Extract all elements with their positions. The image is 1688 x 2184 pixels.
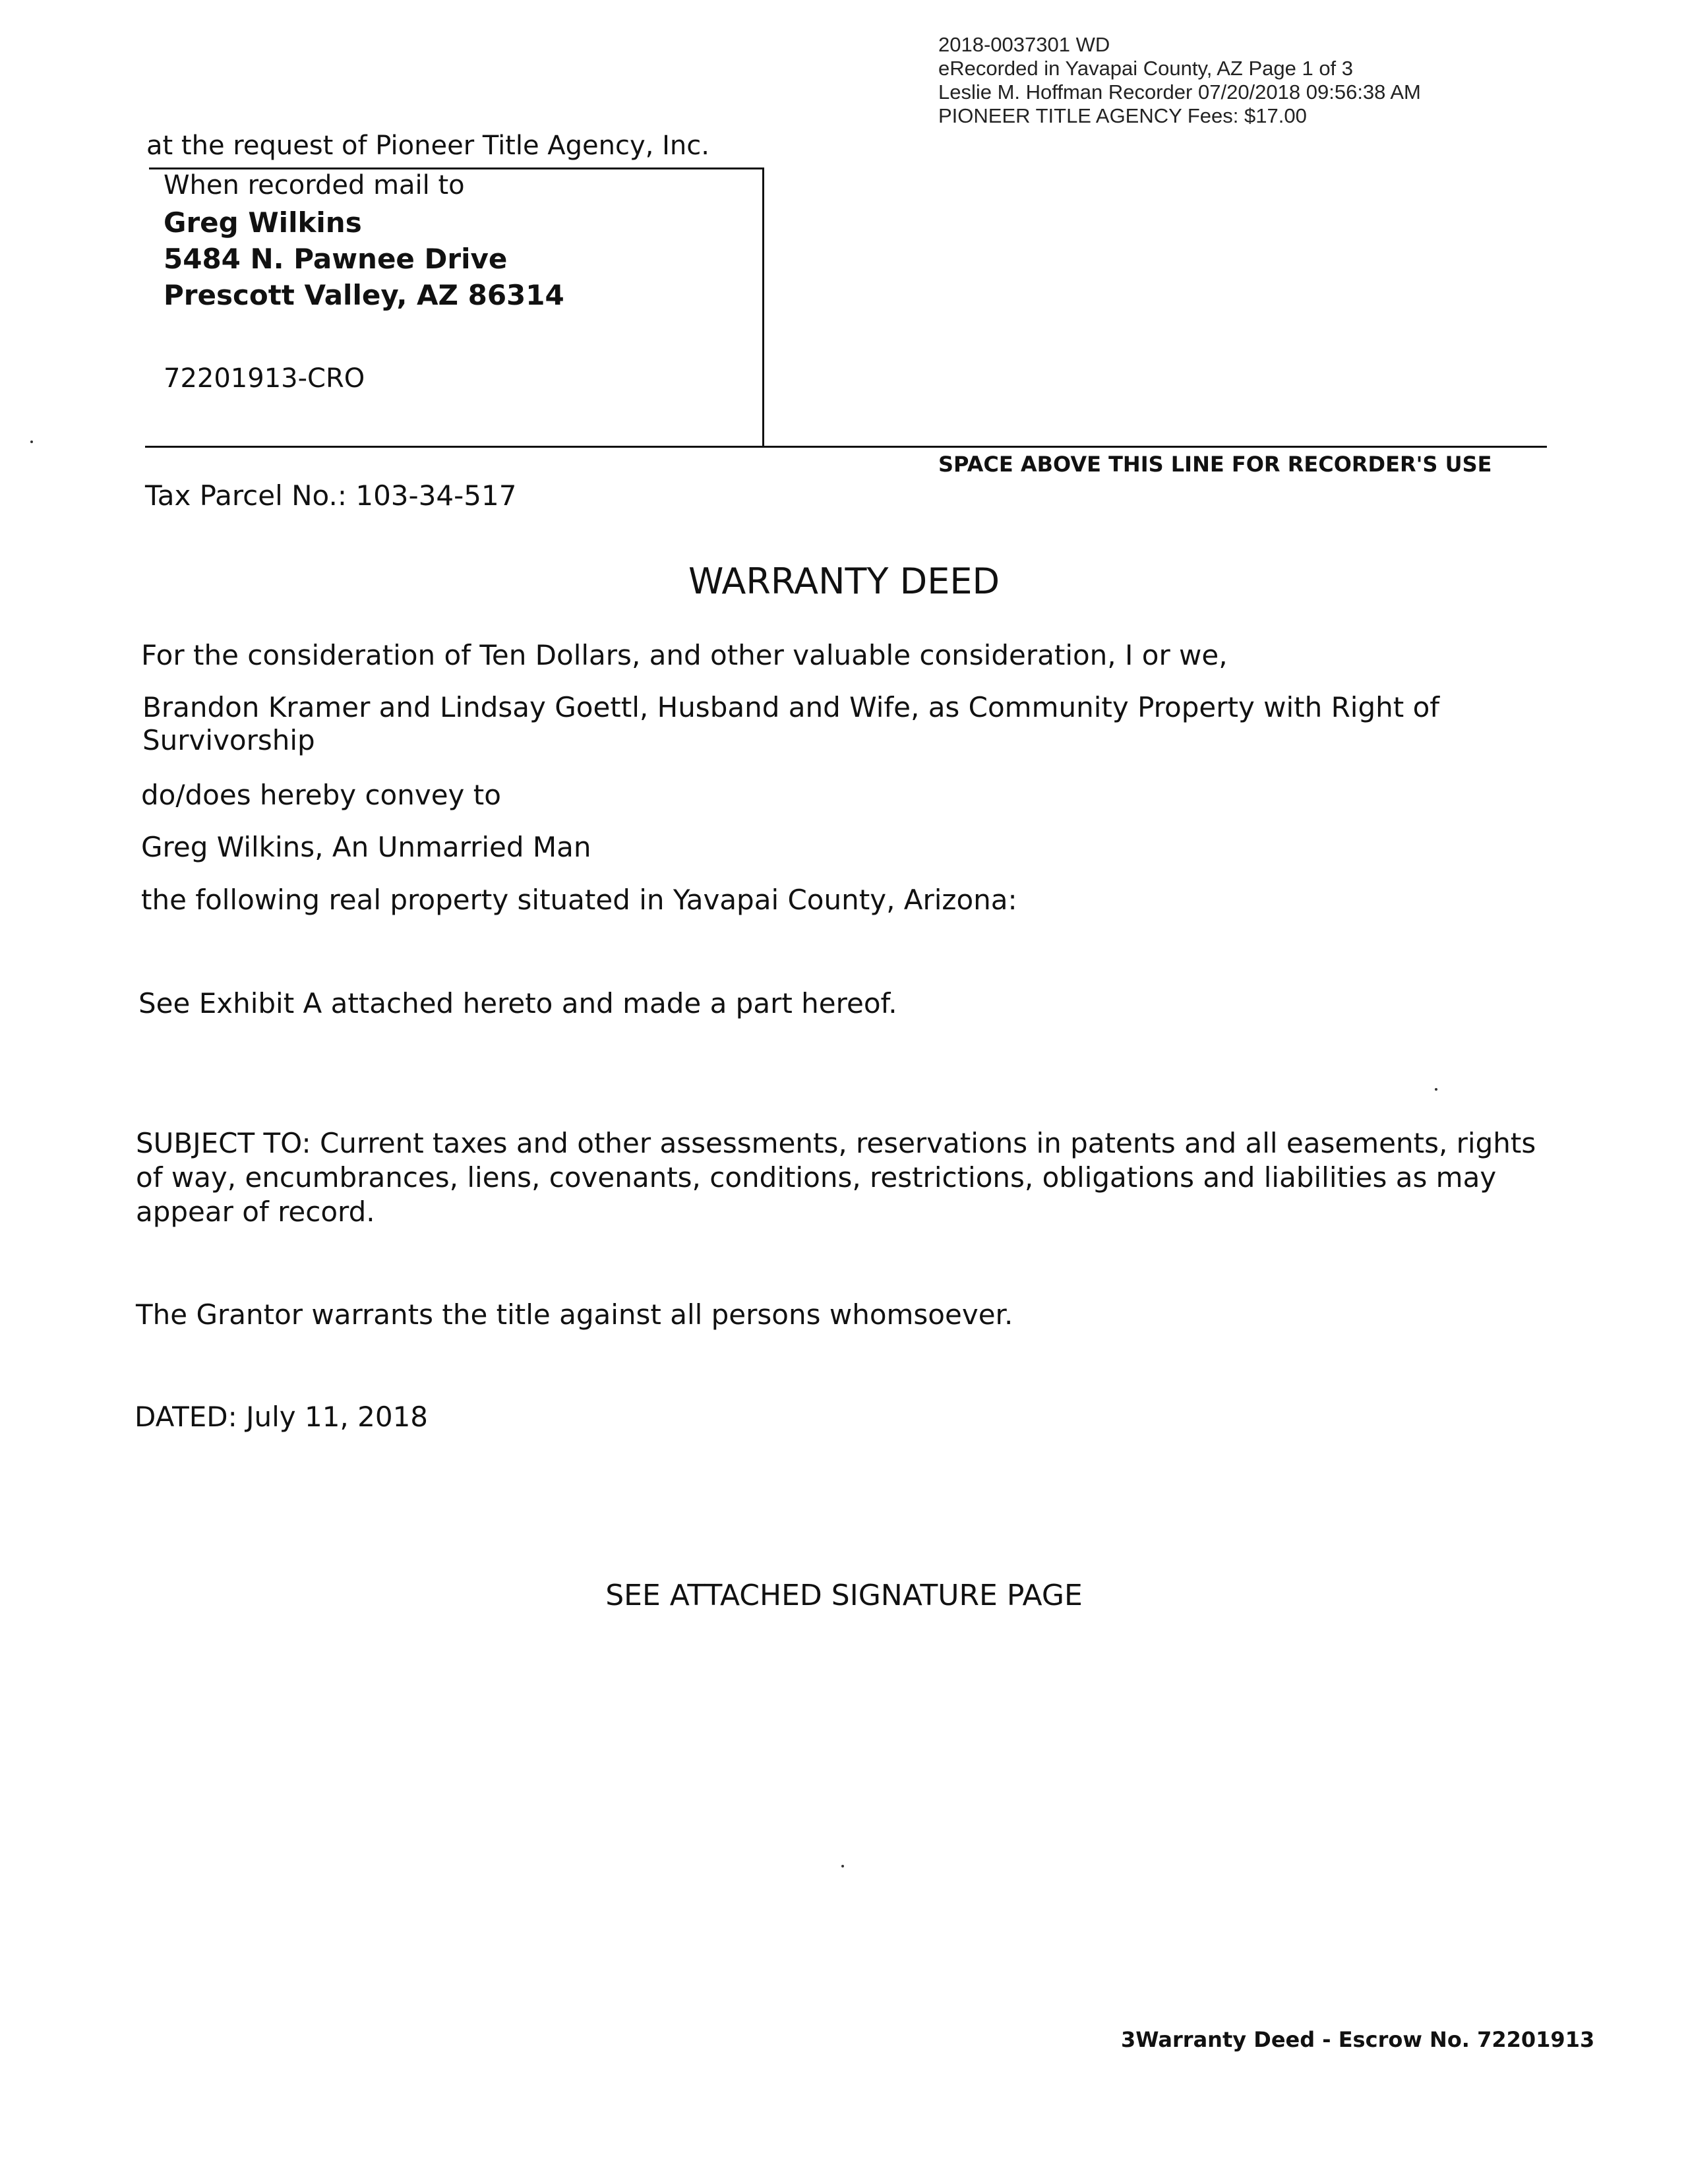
- consideration-clause: For the consideration of Ten Dollars, and other valuable consideration, I or we,: [141, 639, 1228, 671]
- scan-speck: [1435, 1088, 1437, 1091]
- warranty-clause: The Grantor warrants the title against all persons whomsoever.: [136, 1298, 1013, 1331]
- recording-county: eRecorded in Yavapai County, AZ Page 1 of 3: [938, 57, 1354, 80]
- subject-to-clause: SUBJECT TO: Current taxes and other assessments, reservations in patents and all easements, rights of way, encumbrances, liens, covenants, conditions, restrictions, obligations and liabilities as may appear of record.: [136, 1127, 1536, 1228]
- document-title: WARRANTY DEED: [688, 561, 1000, 602]
- tax-parcel-number: Tax Parcel No.: 103-34-517: [145, 479, 517, 512]
- mail-to-label: When recorded mail to: [164, 170, 465, 200]
- property-intro: the following real property situated in Yavapai County, Arizona:: [141, 884, 1017, 916]
- mail-to-name: Greg Wilkins: [164, 206, 362, 239]
- mail-to-street: 5484 N. Pawnee Drive: [164, 243, 508, 275]
- recording-number: 2018-0037301 WD: [938, 33, 1110, 56]
- recorder-use-note: SPACE ABOVE THIS LINE FOR RECORDER'S USE: [938, 452, 1492, 477]
- recording-fees: PIONEER TITLE AGENCY Fees: $17.00: [938, 104, 1307, 127]
- page-footer: 3Warranty Deed - Escrow No. 72201913: [1121, 2027, 1595, 2052]
- escrow-reference: 72201913-CRO: [164, 363, 365, 394]
- convey-clause: do/does hereby convey to: [141, 779, 501, 811]
- dated-line: DATED: July 11, 2018: [135, 1401, 429, 1433]
- exhibit-reference: See Exhibit A attached hereto and made a part hereof.: [138, 987, 897, 1019]
- scan-speck: [841, 1865, 844, 1867]
- recorder-divider-line: [145, 446, 1547, 448]
- grantors: Brandon Kramer and Lindsay Goettl, Husband and Wife, as Community Property with Right of Survivorship: [142, 691, 1440, 756]
- recording-stamp: [938, 33, 1421, 128]
- request-line: at the request of Pioneer Title Agency, Inc.: [146, 131, 709, 161]
- grantee: Greg Wilkins, An Unmarried Man: [141, 831, 591, 863]
- recorder-timestamp: Leslie M. Hoffman Recorder 07/20/2018 09:56:38 AM: [938, 80, 1421, 104]
- signature-page-note: SEE ATTACHED SIGNATURE PAGE: [605, 1579, 1083, 1612]
- mail-to-city: Prescott Valley, AZ 86314: [164, 279, 564, 311]
- scan-speck: [30, 440, 33, 443]
